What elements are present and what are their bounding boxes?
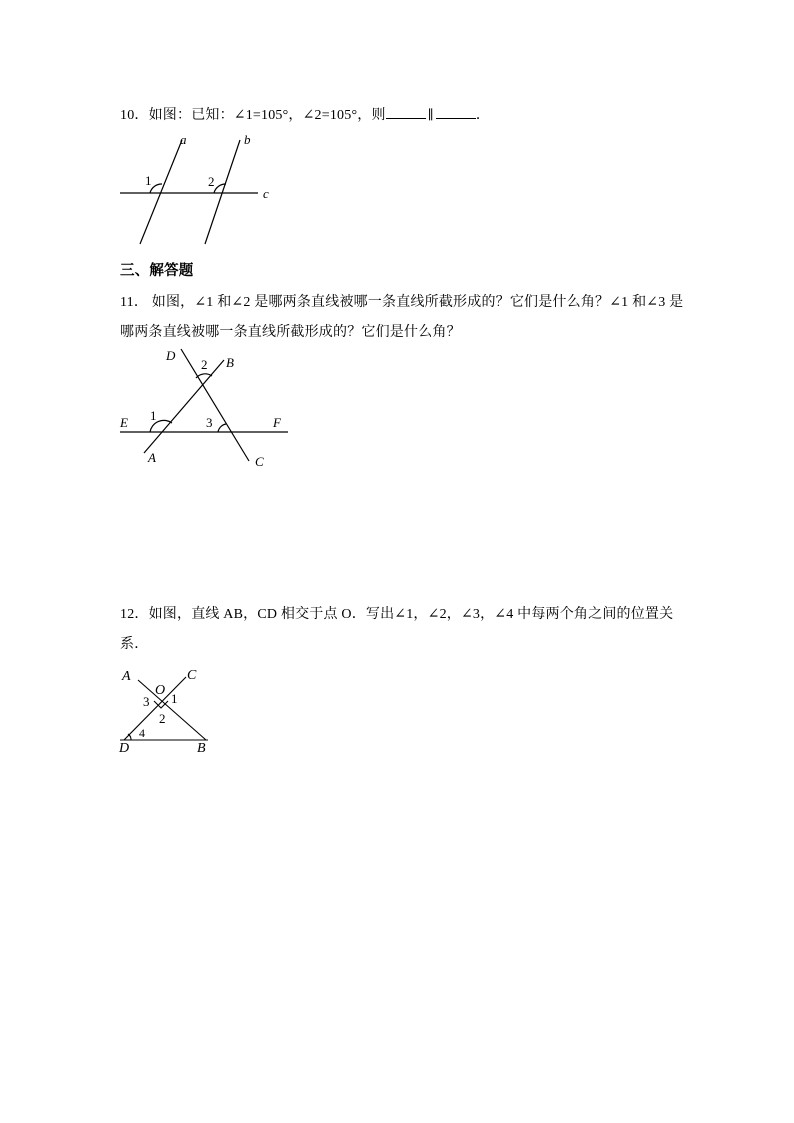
label-A: A — [148, 450, 156, 465]
question-11-line-1: 11． 如图，∠1 和∠2 是哪两条直线被哪一条直线所截形成的？它们是什么角？∠1 和∠3 是 — [120, 295, 684, 310]
q10-prefix: 10．如图：已知：∠1=105°，∠2=105°，则 — [120, 108, 386, 123]
q10-suffix: ． — [475, 108, 491, 123]
label-angle-2: 2 — [201, 357, 208, 372]
angle-4-arc — [128, 734, 131, 740]
parallel-symbol: ∥ — [427, 107, 434, 122]
label-E: E — [120, 415, 128, 430]
label-angle-1: 1 — [145, 173, 152, 188]
question-11-line-2: 哪两条直线被哪一条直线所截形成的？它们是什么角？ — [120, 325, 461, 340]
label-c: c — [263, 186, 269, 201]
question-12-line-2: 系． — [120, 637, 149, 652]
label-a: a — [180, 132, 187, 147]
label-angle-1: 1 — [171, 691, 178, 706]
label-b: b — [244, 132, 251, 147]
label-angle-2: 2 — [208, 174, 215, 189]
label-angle-3: 3 — [143, 694, 150, 709]
label-angle-4: 4 — [139, 726, 145, 740]
label-C: C — [255, 454, 264, 469]
label-angle-1: 1 — [150, 408, 157, 423]
label-angle-2: 2 — [159, 711, 166, 726]
question-12-line-1: 12．如图，直线 AB，CD 相交于点 O．写出∠1，∠2，∠3，∠4 中每两个角之间的位置关 — [120, 607, 674, 622]
label-B: B — [226, 355, 234, 370]
label-F: F — [273, 415, 281, 430]
section-heading: 三、解答题 — [120, 263, 194, 279]
label-D: D — [166, 348, 176, 363]
label-D: D — [119, 741, 130, 756]
label-O: O — [155, 683, 166, 698]
label-A: A — [122, 669, 131, 684]
label-C: C — [187, 668, 197, 683]
label-B: B — [197, 741, 206, 756]
line-AB — [138, 680, 206, 740]
label-angle-3: 3 — [206, 415, 213, 430]
